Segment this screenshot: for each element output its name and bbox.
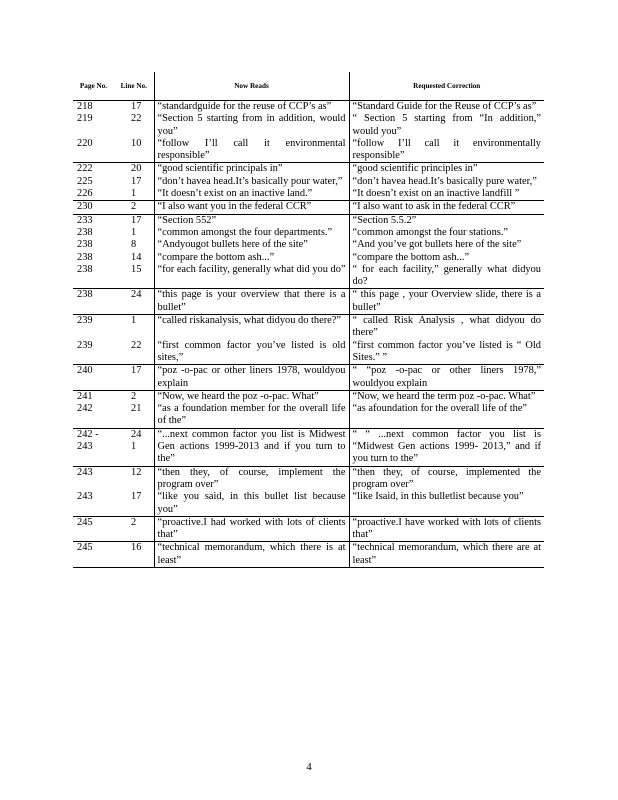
line-number-cell: 24 — [114, 289, 154, 315]
now-reads-cell: “Section 552” — [154, 214, 349, 227]
page-number-cell: 222 — [73, 163, 114, 176]
line-number-cell: 14 — [131, 251, 142, 263]
now-reads-cell: “first common factor you’ve listed is old sites,” — [154, 340, 349, 365]
page-number-cell: 226 — [77, 188, 93, 200]
requested-correction-cell: “technical memorandum, which there are at least” — [349, 542, 544, 568]
line-number-cell: 20 — [114, 163, 154, 176]
requested-correction-cell: “then they, of course, implemented the program over” — [349, 466, 544, 491]
now-reads-cell: “don’t havea head.It’s basically pour water,” — [154, 176, 349, 188]
now-reads-cell: “I also want you in the federal CCR” — [154, 201, 349, 214]
requested-correction-cell: “as afoundation for the overall life of the” — [349, 403, 544, 428]
table-row — [73, 365, 544, 391]
page-number-cell: 243 — [73, 466, 114, 491]
now-reads-cell: “like you said, in this bullet list because you” — [154, 491, 349, 516]
line-number-cell: 16 — [114, 542, 154, 568]
now-reads-cell: “technical memorandum, which there is at least” — [154, 542, 349, 568]
errata-body — [73, 101, 544, 568]
table-row — [73, 201, 544, 214]
line-number-cell: 2 — [114, 390, 154, 403]
line-number-cell: 17 — [114, 214, 154, 227]
page-number-cell: 238 — [77, 239, 93, 251]
now-reads-cell: “then they, of course, implement the program over” — [154, 466, 349, 491]
requested-correction-cell: “ Section 5 starting from “In addition,” would you” — [349, 113, 544, 138]
page-number-cell: 245 — [73, 542, 114, 568]
requested-correction-cell: “follow I’ll call it environmentally responsible” — [349, 138, 544, 163]
table-row — [73, 340, 544, 365]
now-reads-cell: “called riskanalysis, what didyou do there?” — [154, 315, 349, 340]
header-line-no: Line No. — [114, 72, 154, 101]
line-number-cell: 2 — [114, 516, 154, 542]
page-number-cell: 238 — [77, 226, 93, 238]
now-reads-cell: “good scientific principals in” — [154, 163, 349, 176]
page-number-cell: 241 — [73, 390, 114, 403]
header-page-no: Page No. — [73, 72, 114, 101]
now-reads-cell: “compare the bottom ash...” — [154, 252, 349, 264]
now-reads-cell: “poz -o-pac or other liners 1978, wouldyou explain — [154, 365, 349, 391]
table-row — [73, 516, 544, 542]
errata-header-row — [73, 72, 544, 101]
line-number-cell: 15 — [131, 263, 142, 275]
header-requested-correction: Requested Correction — [349, 72, 544, 101]
page-number-cell: 238 — [73, 289, 114, 315]
now-reads-cell: “standardguide for the reuse of CCP’s as” — [154, 101, 349, 114]
requested-correction-cell: “ for each facility,” generally what didyou do? — [349, 264, 544, 289]
page-number-cell: 233 — [73, 214, 114, 227]
now-reads-cell: “proactive.I had worked with lots of clients that” — [154, 516, 349, 542]
requested-correction-cell: “compare the bottom ash...” — [349, 252, 544, 264]
requested-correction-cell: “Standard Guide for the Reuse of CCP’s as” — [349, 101, 544, 114]
table-row — [73, 113, 544, 138]
requested-correction-cell: “ “ ...next common factor you list is “Midwest Gen actions 1999- 2013,” and if you turn to the” — [349, 428, 544, 466]
table-row — [73, 491, 544, 516]
page-number: 4 — [306, 761, 312, 773]
page-number-cell: 239 — [77, 339, 93, 351]
table-row — [73, 138, 544, 163]
page-number-cell: 240 — [73, 365, 114, 391]
requested-correction-cell: “ called Risk Analysis , what didyou do there” — [349, 315, 544, 340]
page-number-cell: 245 — [73, 516, 114, 542]
now-reads-cell: “common amongst the four departments.” — [154, 227, 349, 239]
requested-correction-cell: “first common factor you’ve listed is “ Old Sites.” ” — [349, 340, 544, 365]
page-number-cell: 239 — [73, 315, 114, 340]
requested-correction-cell: “ “poz -o-pac or other liners 1978,” wouldyou explain — [349, 365, 544, 391]
page-number-cell: 230 — [73, 201, 114, 214]
table-row — [73, 264, 544, 289]
line-number-cell: 2 — [114, 201, 154, 214]
table-row — [73, 542, 544, 568]
table-row — [73, 390, 544, 403]
page-number-cell: 242 — [77, 403, 93, 415]
line-number-cell: 17 — [114, 101, 154, 114]
table-row — [73, 227, 544, 239]
line-number-cell: 21 — [131, 403, 142, 415]
page-number-cell: 218 — [73, 101, 114, 114]
now-reads-cell: “as a foundation member for the overall life of the” — [154, 403, 349, 428]
page-number-cell: 225 — [77, 175, 93, 187]
requested-correction-cell: “common amongst the four stations.” — [349, 227, 544, 239]
table-row — [73, 163, 544, 176]
table-row — [73, 188, 544, 201]
page-number-cell: 242 - 243 — [73, 428, 114, 466]
header-now-reads: Now Reads — [154, 72, 349, 101]
now-reads-cell: “Now, we heard the poz -o-pac. What” — [154, 390, 349, 403]
now-reads-cell: “follow I’ll call it environmental responsible” — [154, 138, 349, 163]
requested-correction-cell: “don’t havea head.It’s basically pure water,” — [349, 176, 544, 188]
table-row — [73, 403, 544, 428]
now-reads-cell: “for each facility, generally what did you do” — [154, 264, 349, 289]
table-row — [73, 289, 544, 315]
requested-correction-cell: “proactive.I have worked with lots of clients that” — [349, 516, 544, 542]
line-number-cell: 17 — [131, 491, 142, 503]
line-number-cell: 24 1 — [114, 428, 154, 466]
line-number-cell: 22 — [131, 339, 142, 351]
table-row — [73, 466, 544, 491]
page-number-cell: 238 — [77, 251, 93, 263]
requested-correction-cell: “ this page , your Overview slide, there is a bullet” — [349, 289, 544, 315]
table-row — [73, 214, 544, 227]
requested-correction-cell: “Now, we heard the term poz -o-pac. What” — [349, 390, 544, 403]
page-number-cell: 219 — [77, 113, 93, 125]
page-number-cell: 238 — [77, 263, 93, 275]
page-number-cell: 220 — [77, 137, 93, 149]
now-reads-cell: “this page is your overview that there is a bullet” — [154, 289, 349, 315]
line-number-cell: 1 — [114, 315, 154, 340]
table-row — [73, 239, 544, 251]
now-reads-cell: “Section 5 starting from in addition, would you” — [154, 113, 349, 138]
page-number-cell: 243 — [77, 491, 93, 503]
line-number-cell: 17 — [131, 175, 142, 187]
line-number-cell: 1 — [131, 226, 137, 238]
line-number-cell: 1 — [131, 188, 137, 200]
requested-correction-cell: “And you’ve got bullets here of the site” — [349, 239, 544, 251]
line-number-cell: 10 — [131, 137, 142, 149]
requested-correction-cell: “good scientific principles in” — [349, 163, 544, 176]
requested-correction-cell: “It doesn’t exist on an inactive landfill ” — [349, 188, 544, 201]
now-reads-cell: “Andyougot bullets here of the site” — [154, 239, 349, 251]
table-row — [73, 101, 544, 114]
line-number-cell: 22 — [131, 113, 142, 125]
line-number-cell: 17 — [114, 365, 154, 391]
table-row — [73, 176, 544, 188]
requested-correction-cell: “like Isaid, in this bulletlist because you” — [349, 491, 544, 516]
requested-correction-cell: “Section 5.5.2” — [349, 214, 544, 227]
table-row — [73, 252, 544, 264]
now-reads-cell: “...next common factor you list is Midwest Gen actions 1999-2013 and if you turn to the” — [154, 428, 349, 466]
line-number-cell: 12 — [114, 466, 154, 491]
table-row — [73, 315, 544, 340]
now-reads-cell: “It doesn’t exist on an inactive land.” — [154, 188, 349, 201]
requested-correction-cell: “I also want to ask in the federal CCR” — [349, 201, 544, 214]
table-row — [73, 428, 544, 466]
line-number-cell: 8 — [131, 239, 137, 251]
errata-table — [73, 72, 544, 568]
